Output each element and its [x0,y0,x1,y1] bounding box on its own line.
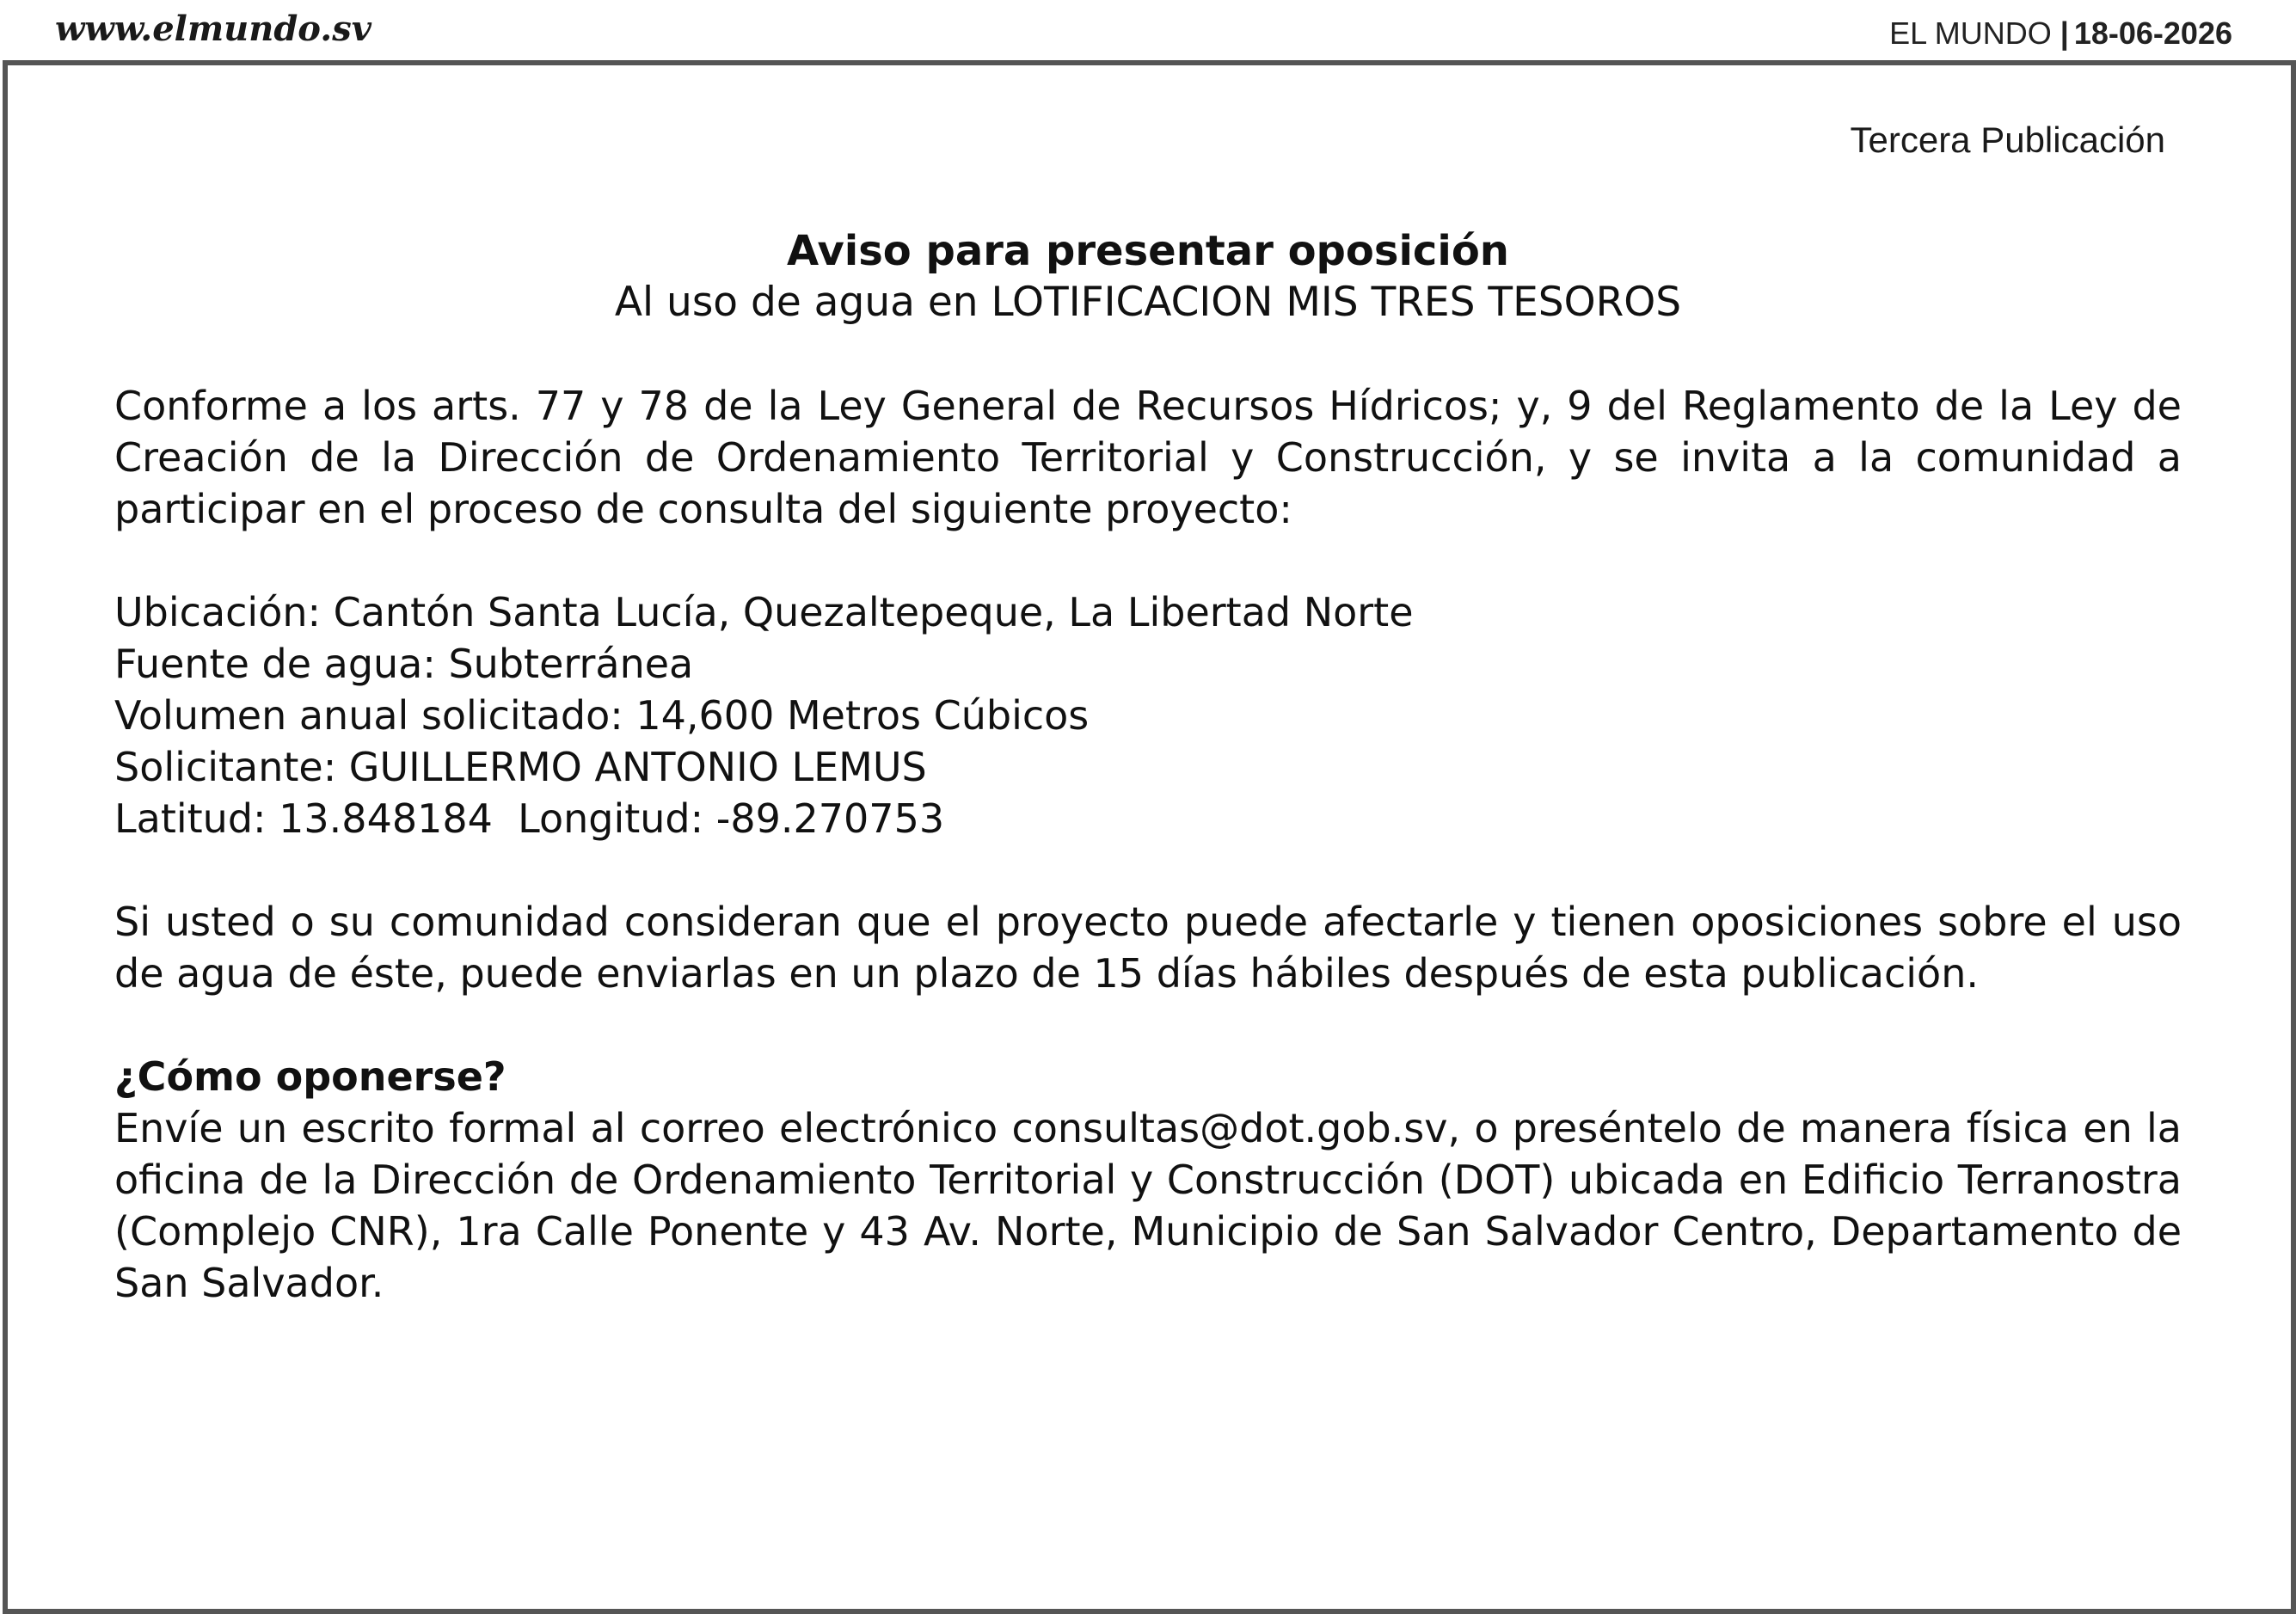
notice-content [114,225,2182,1309]
notice-subtitle: Al uso de agua en LOTIFICACION MIS TRES TESOROS [614,279,1682,326]
detail-water-source: Fuente de agua: Subterránea [114,641,694,687]
spacer [114,535,2182,586]
page-header [0,0,2296,60]
how-to-oppose-paragraph: Envíe un escrito formal al correo electrónico consultas@dot.gob.sv, o preséntelo de manera física en la oficina de la Dirección de Ordenamiento Territorial y Construcción (DOT) ubicada en Edificio Terranostra (Complejo CNR), 1ra Calle Ponente y 43 Av. Norte, Municipio de San Salvador Centro, Departamento de San Salvador. [114,1105,2182,1306]
header-separator: | [2060,15,2069,51]
how-to-oppose-heading: ¿Cómo oponerse? [114,1053,506,1100]
site-url[interactable]: www.elmundo.sv [55,9,371,49]
detail-coordinates: Latitud: 13.848184 Longitud: -89.270753 [114,795,945,842]
publication-label: Tercera Publicación [1850,120,2165,160]
publication-name: EL MUNDO [1889,15,2052,51]
publication-date: 18-06-2026 [2073,15,2232,51]
opposition-paragraph: Si usted o su comunidad consideran que el proyecto puede afectarle y tienen oposiciones sobre el uso de agua de éste, puede enviarlas en un plazo de 15 días hábiles después de esta publicación. [114,899,2182,997]
spacer [114,328,2182,380]
detail-annual-volume: Volumen anual solicitado: 14,600 Metros Cúbicos [114,692,1090,739]
header-publication-info [1889,15,2232,52]
spacer [114,844,2182,896]
detail-applicant: Solicitante: GUILLERMO ANTONIO LEMUS [114,744,927,790]
detail-location: Ubicación: Cantón Santa Lucía, Quezaltepeque, La Libertad Norte [114,589,1414,635]
notice-title: Aviso para presentar oposición [787,227,1509,275]
intro-paragraph: Conforme a los arts. 77 y 78 de la Ley General de Recursos Hídricos; y, 9 del Reglamento de la Ley de Creación de la Dirección de Ordenamiento Territorial y Construcción, y se invita a la comunidad a participar en el proceso de consulta del siguiente proyecto: [114,383,2182,532]
spacer [114,999,2182,1051]
